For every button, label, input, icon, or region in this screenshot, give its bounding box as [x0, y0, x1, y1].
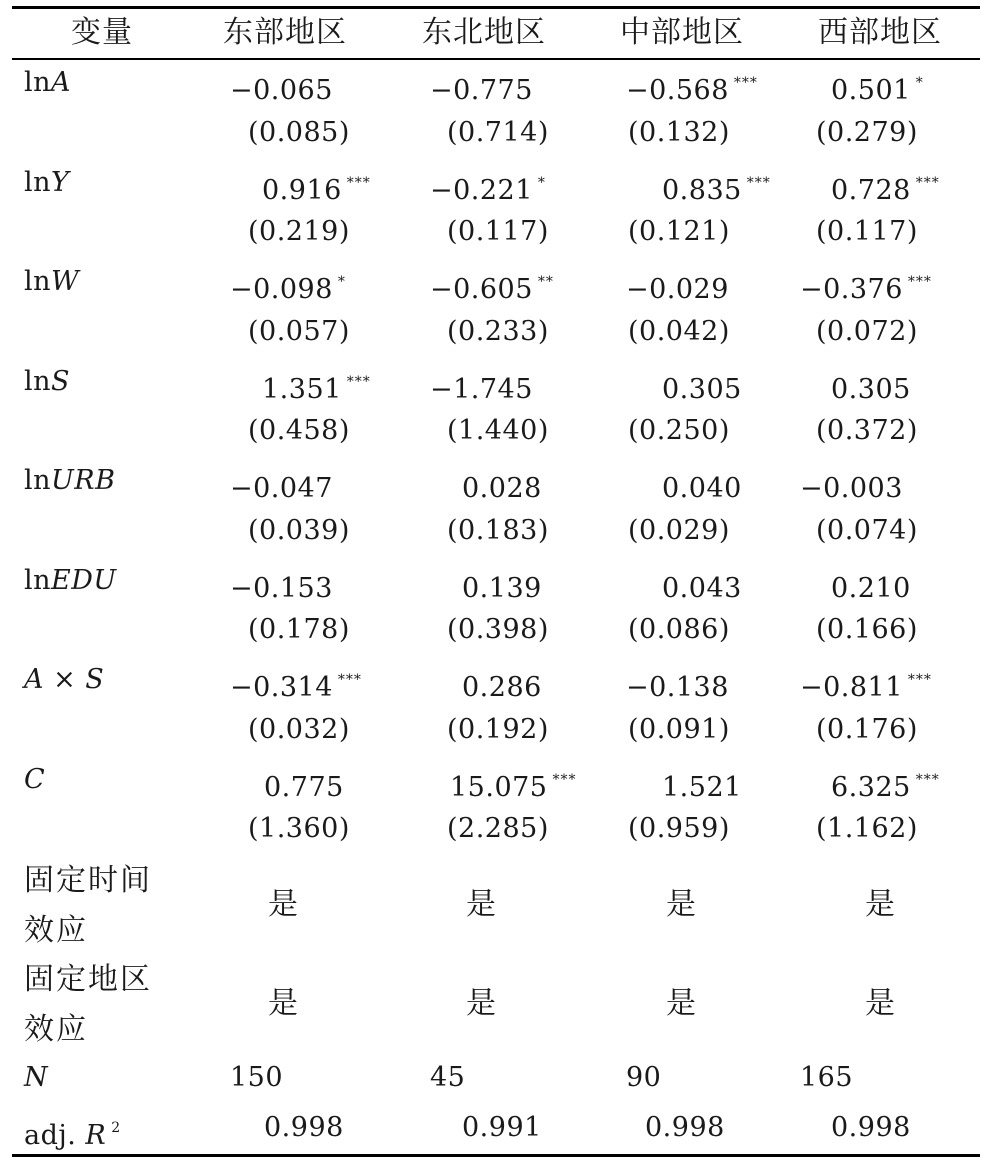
r2-northeast: 0.991 [462, 1112, 542, 1143]
coef-row [12, 556, 980, 606]
regression-table [12, 0, 980, 1168]
coef-east: −0.098 * [230, 274, 346, 305]
coef-west: −0.003 [800, 473, 903, 504]
se-west: (0.176) [816, 713, 918, 745]
se-northeast: (0.192) [447, 713, 549, 745]
coef-row [12, 655, 980, 705]
coef-east: −0.314 *** [230, 672, 362, 703]
coef-west: −0.376 *** [800, 274, 932, 305]
fixed-time-northeast: 是 [466, 887, 497, 922]
se-northeast: (2.285) [447, 813, 549, 844]
significance-stars: *** [733, 75, 758, 91]
n-row [12, 1053, 980, 1103]
significance-stars: ** [537, 274, 554, 290]
header-variable: 变量 [71, 15, 133, 50]
se-northeast: (0.183) [447, 514, 549, 546]
coef-northeast: 0.286 [462, 672, 542, 703]
variable-label: lnEDU [24, 564, 117, 596]
se-row [12, 108, 980, 158]
significance-stars: *** [337, 672, 362, 688]
coef-east: −0.047 [230, 473, 333, 504]
se-west: (0.117) [816, 216, 918, 247]
coef-central: 0.835 *** [662, 174, 771, 206]
coef-west: 0.728 *** [831, 174, 940, 206]
coef-east: 0.916 *** [262, 174, 371, 206]
coef-northeast: −0.221 * [430, 174, 546, 206]
variable-label: A × S [24, 664, 105, 695]
r2-west: 0.998 [831, 1112, 911, 1143]
se-row [12, 307, 980, 357]
coef-northeast: −1.745 [430, 373, 533, 405]
coef-west: −0.811 *** [800, 672, 932, 703]
coef-row [12, 257, 980, 307]
variable-label: lnURB [24, 465, 116, 496]
significance-stars: *** [907, 274, 932, 290]
fixed-time-label-1: 固定时间 [24, 863, 152, 898]
se-central: (0.132) [628, 116, 730, 148]
variable-label: lnY [24, 166, 70, 198]
fixed-time-central: 是 [666, 887, 697, 922]
variable-label: lnA [24, 67, 72, 98]
fixed-region-central: 是 [666, 986, 697, 1021]
fixed-region-northeast: 是 [466, 986, 497, 1021]
coef-west: 6.325 *** [831, 771, 940, 803]
fixed-region-east: 是 [268, 986, 299, 1021]
r2-row [12, 1103, 980, 1153]
coef-east: −0.153 [230, 572, 333, 604]
r2-east: 0.998 [264, 1112, 344, 1143]
significance-stars: * [337, 274, 346, 290]
se-row [12, 804, 980, 854]
coef-northeast: −0.605 ** [430, 274, 554, 305]
coef-northeast: 0.139 [462, 572, 542, 604]
se-row [12, 705, 980, 755]
coef-west: 0.210 [831, 572, 911, 604]
se-row [12, 406, 980, 456]
se-row [12, 506, 980, 556]
coef-northeast: 0.028 [462, 473, 542, 504]
se-east: (0.057) [248, 315, 350, 347]
n-east: 150 [230, 1062, 284, 1093]
se-row [12, 207, 980, 257]
header-east: 东部地区 [223, 15, 347, 50]
se-west: (0.372) [816, 415, 918, 446]
coef-northeast: −0.775 [430, 75, 533, 106]
fixed-region-label-1: 固定地区 [24, 962, 152, 997]
n-west: 165 [800, 1062, 854, 1093]
se-east: (0.219) [248, 216, 350, 247]
se-northeast: (0.714) [447, 116, 549, 148]
se-row [12, 605, 980, 655]
coef-central: 0.305 [662, 373, 742, 405]
significance-stars: *** [915, 771, 940, 788]
coef-east: 1.351 *** [262, 373, 371, 405]
n-label: N [24, 1062, 49, 1093]
significance-stars: * [915, 75, 924, 91]
coef-row [12, 58, 980, 108]
significance-stars: *** [907, 672, 932, 688]
significance-stars: *** [552, 771, 577, 788]
coef-row [12, 456, 980, 506]
coef-row [12, 357, 980, 407]
fixed-region-label-2: 效应 [24, 1012, 88, 1047]
header-northeast: 东北地区 [422, 15, 546, 50]
coef-row [12, 158, 980, 208]
se-east: (0.032) [248, 713, 350, 745]
coef-west: 0.501 * [831, 75, 924, 106]
variable-label: C [24, 763, 46, 795]
se-east: (0.039) [248, 514, 350, 546]
se-east: (1.360) [248, 813, 350, 844]
bottom-rule [12, 1154, 980, 1157]
significance-stars: *** [915, 174, 940, 191]
se-central: (0.959) [628, 813, 730, 844]
se-central: (0.121) [628, 216, 730, 247]
se-central: (0.029) [628, 514, 730, 546]
coef-central: −0.568 *** [626, 75, 758, 106]
se-west: (0.279) [816, 116, 918, 148]
fixed-time-east: 是 [268, 887, 299, 922]
significance-stars: *** [346, 373, 371, 390]
se-west: (0.074) [816, 514, 918, 546]
variable-label: lnS [24, 365, 71, 397]
coef-east: 0.775 [264, 771, 344, 803]
header-central: 中部地区 [620, 15, 744, 50]
se-west: (0.072) [816, 315, 918, 347]
coef-northeast: 15.075 *** [450, 771, 577, 803]
r2-central: 0.998 [645, 1112, 725, 1143]
significance-stars: *** [746, 174, 771, 191]
n-northeast: 45 [430, 1062, 466, 1093]
fixed-time-west: 是 [865, 887, 896, 922]
r2-label: adj. R $^2$ [24, 1120, 122, 1151]
coef-west: 0.305 [831, 373, 911, 405]
coef-central: −0.029 [626, 274, 729, 305]
se-northeast: (0.398) [447, 614, 549, 645]
se-central: (0.086) [628, 614, 730, 645]
coef-central: 0.043 [662, 572, 742, 604]
coef-central: 1.521 [662, 771, 742, 803]
se-east: (0.085) [248, 116, 350, 148]
fixed-time-label-2: 效应 [24, 913, 88, 948]
se-west: (1.162) [816, 813, 918, 844]
se-central: (0.091) [628, 713, 730, 745]
header-row [12, 8, 980, 58]
se-northeast: (0.117) [447, 216, 549, 247]
significance-stars: *** [346, 174, 371, 191]
se-northeast: (1.440) [447, 415, 549, 446]
se-central: (0.042) [628, 315, 730, 347]
se-west: (0.166) [816, 614, 918, 645]
se-east: (0.458) [248, 415, 350, 446]
header-west: 西部地区 [818, 15, 942, 50]
n-central: 90 [626, 1062, 662, 1093]
se-northeast: (0.233) [447, 315, 549, 347]
coef-central: 0.040 [662, 473, 742, 504]
se-east: (0.178) [248, 614, 350, 645]
fixed-region-west: 是 [865, 986, 896, 1021]
variable-label: lnW [24, 266, 80, 297]
coef-east: −0.065 [230, 75, 333, 106]
se-central: (0.250) [628, 415, 730, 446]
significance-stars: * [537, 174, 546, 191]
coef-row [12, 755, 980, 805]
coef-central: −0.138 [626, 672, 729, 703]
